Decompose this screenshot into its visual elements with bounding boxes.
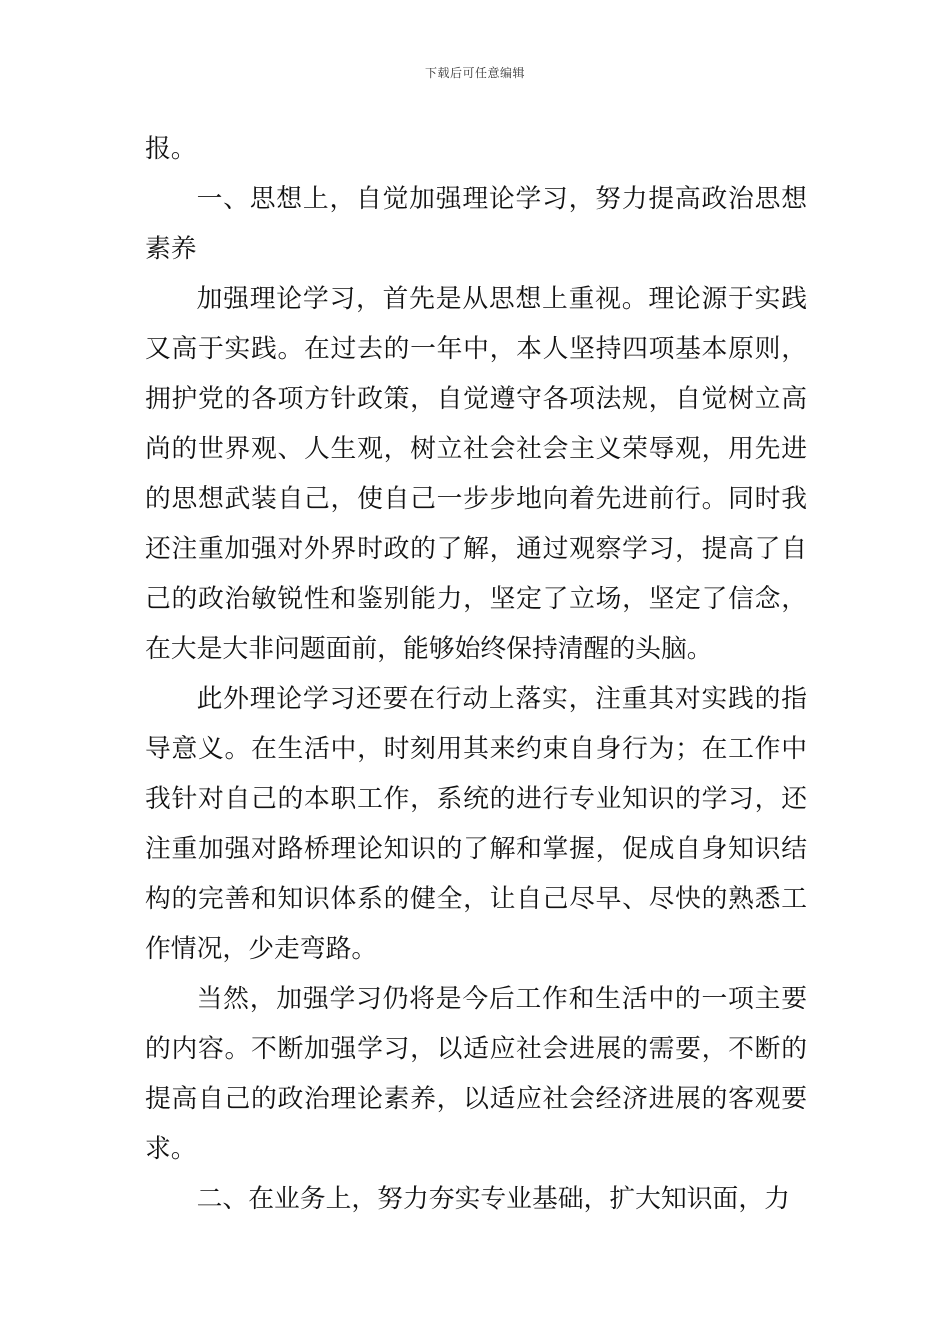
section-heading-2: 二、在业务上，努力夯实专业基础，扩大知识面，力 [196,1184,790,1214]
section-heading-1: 一、思想上，自觉加强理论学习，努力提高政治思想素养 [145,184,807,264]
document-body [145,124,807,1224]
paragraph-4: 当然，加强学习仍将是今后工作和生活中的一项主要的内容。不断加强学习，以适应社会进展的需要，不断的提高自己的政治理论素养，以适应社会经济进展的客观要求。 [145,984,807,1164]
paragraph-3: 此外理论学习还要在行动上落实，注重其对实践的指导意义。在生活中，时刻用其来约束自身行为；在工作中我针对自己的本职工作，系统的进行专业知识的学习，还注重加强对路桥理论知识的了解和掌握，促成自身知识结构的完善和知识体系的健全，让自己尽早、尽快的熟悉工作情况，少走弯路。 [145,684,807,964]
page-header: 下载后可任意编辑 [424,66,525,80]
paragraph-2: 加强理论学习，首先是从思想上重视。理论源于实践又高于实践。在过去的一年中，本人坚持四项基本原则，拥护党的各项方针政策，自觉遵守各项法规，自觉树立高尚的世界观、人生观，树立社会社会主义荣辱观，用先进的思想武装自己，使自己一步步地向着先进前行。同时我还注重加强对外界时政的了解，通过观察学习，提高了自己的政治敏锐性和鉴别能力，坚定了立场，坚定了信念，在大是大非问题面前，能够始终保持清醒的头脑。 [145,284,807,664]
paragraph-1: 报。 [145,134,197,164]
